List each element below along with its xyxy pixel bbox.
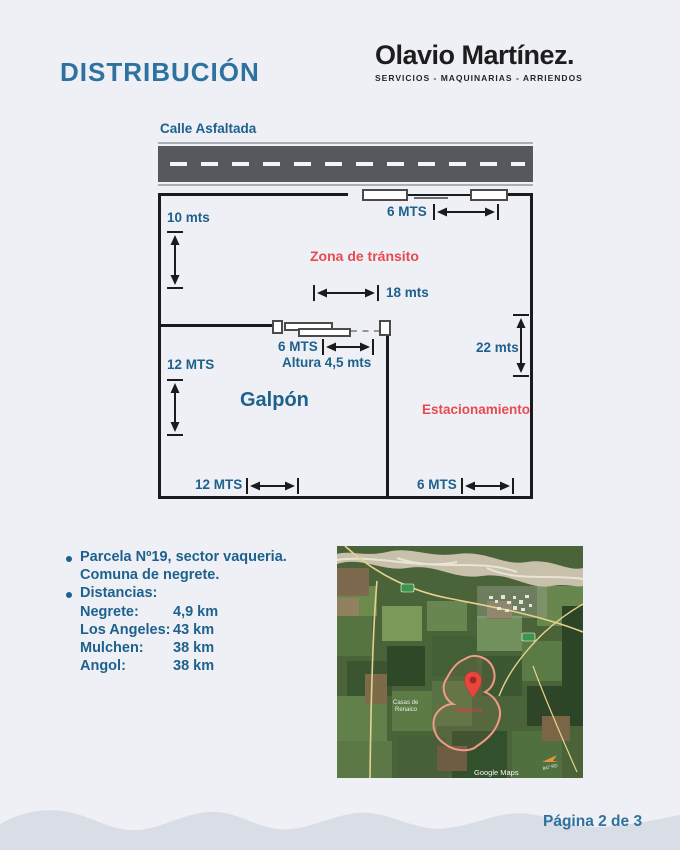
wall-right — [530, 193, 533, 499]
dim-arrow-shed-width — [246, 478, 299, 494]
distance-place: Mulchen: — [80, 640, 144, 656]
street-gate-leaf-right — [470, 189, 508, 201]
dim-arrow-street-gate — [433, 204, 499, 220]
bullet-icon — [66, 556, 72, 562]
map-watermark: Google Maps — [474, 768, 519, 777]
bullet-icon — [66, 592, 72, 598]
dim-label-shed-height: 12 MTS — [167, 357, 215, 372]
dim-arrow-shed-height — [167, 379, 183, 436]
distance-place: Angol: — [80, 658, 126, 674]
parcel-line-1: Parcela Nº19, sector vaqueria. — [80, 549, 287, 565]
dim-label-shed-width: 12 MTS — [195, 477, 243, 492]
shed-gate-track — [351, 330, 380, 332]
wall-shed-top — [158, 324, 276, 327]
street-label: Calle Asfaltada — [160, 121, 257, 136]
wall-top-left — [158, 193, 348, 196]
shed-gate-panel-2 — [298, 328, 351, 337]
zone-label-shed: Galpón — [240, 389, 309, 411]
distance-value: 38 km — [173, 658, 215, 674]
distance-row — [80, 622, 214, 638]
svg-text:847 RD: 847 RD — [542, 762, 559, 771]
dim-label-transit-width: 18 mts — [386, 285, 429, 300]
road-centerline — [170, 162, 525, 166]
dim-arrow-transit-width — [313, 285, 379, 301]
parcel-line-2: Comuna de negrete. — [80, 567, 220, 583]
distance-place: Negrete: — [80, 604, 139, 620]
distances-title: Distancias: — [80, 585, 158, 601]
page-indicator: Página 2 de 3 — [543, 813, 643, 830]
dim-label-shed-gate-height: Altura 4,5 mts — [282, 355, 372, 370]
street-gate-leaf-left — [362, 189, 408, 201]
wall-divider — [386, 333, 389, 499]
page-title: DISTRIBUCIÓN — [60, 57, 260, 87]
distance-value: 43 km — [173, 622, 215, 638]
brand-tagline: SERVICIOS - MAQUINARIAS - ARRIENDOS — [375, 73, 583, 83]
distance-row — [80, 640, 214, 656]
map-town-label-line2: Renaico — [395, 707, 418, 713]
wall-bottom — [158, 496, 533, 499]
shed-gate-post-right — [379, 320, 391, 336]
dim-label-shed-gate: 6 MTS — [278, 339, 318, 354]
dim-arrow-street-depth — [167, 231, 183, 289]
distance-row — [80, 604, 218, 620]
brand-name: Olavio Martínez. — [375, 40, 575, 70]
wall-left — [158, 193, 161, 499]
dim-label-street-depth: 10 mts — [167, 210, 210, 225]
dim-label-parking-width: 6 MTS — [417, 477, 457, 492]
dim-arrow-shed-gate — [322, 339, 374, 355]
road-graphic — [158, 142, 533, 186]
shed-gate-post-left — [272, 320, 283, 334]
distance-place: Los Angeles: — [80, 622, 171, 638]
site-plan — [158, 193, 533, 499]
zone-label-parking: Estacionamiento — [422, 402, 531, 417]
dim-arrow-parking-depth — [513, 314, 529, 377]
wall-top-right — [506, 193, 533, 196]
zone-label-transit: Zona de tránsito — [310, 248, 419, 264]
location-map — [337, 546, 583, 778]
brand-logo — [375, 40, 635, 83]
distance-value: 38 km — [173, 640, 215, 656]
dim-arrow-parking-width — [461, 478, 514, 494]
street-gate-rail-2 — [414, 197, 448, 199]
map-town-label-line1: Casas de — [393, 700, 419, 706]
road-asphalt — [158, 146, 533, 182]
road-edge-bottom — [158, 184, 533, 186]
map-sector-label: Vaqueria — [455, 707, 483, 714]
street-gate-rail — [408, 194, 472, 196]
dim-label-parking-depth: 22 mts — [476, 340, 519, 355]
distance-row — [80, 658, 214, 674]
distance-value: 4,9 km — [173, 604, 219, 620]
dim-label-street-gate: 6 MTS — [387, 204, 427, 219]
